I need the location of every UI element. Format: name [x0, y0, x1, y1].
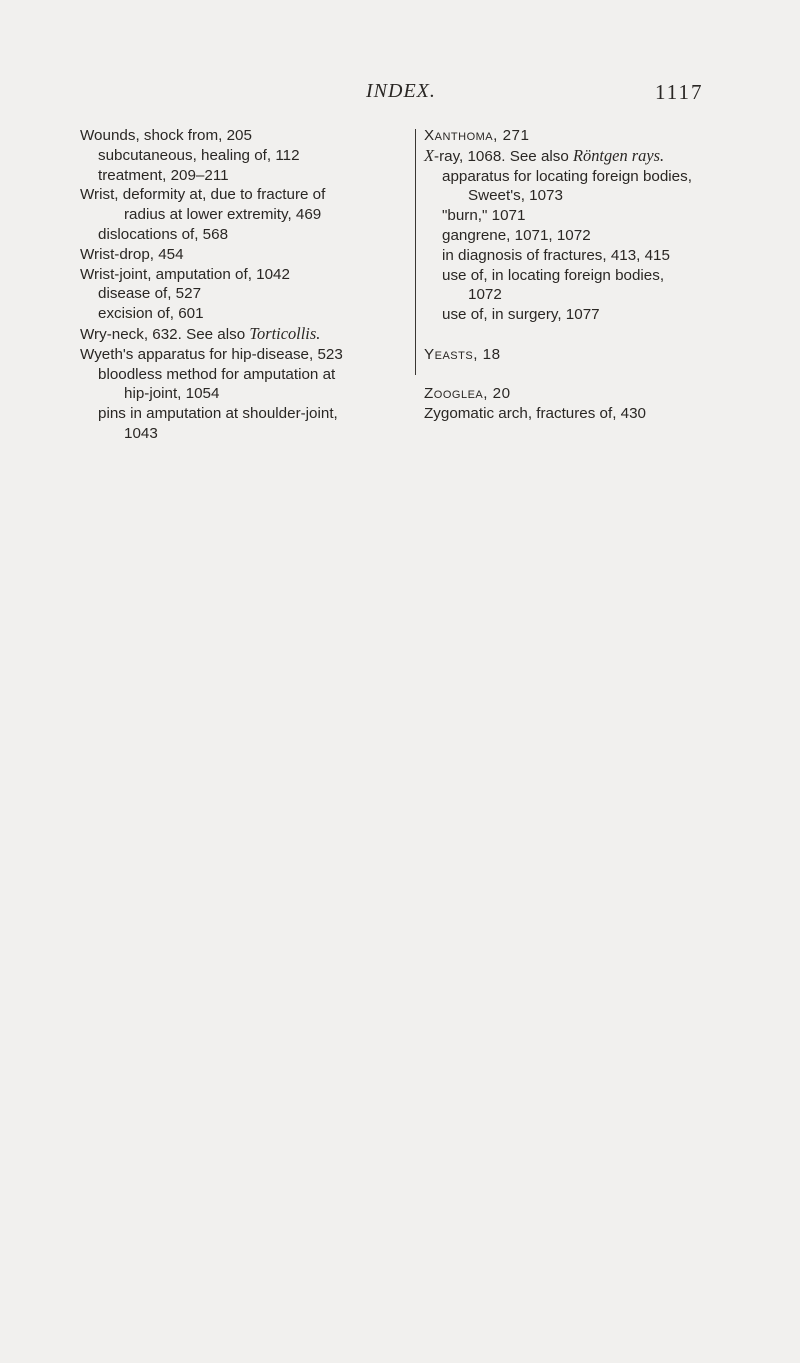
page-header [0, 78, 800, 108]
entry-text: disease of, 527 [98, 285, 202, 303]
index-subentry [80, 205, 406, 225]
entry-text: Zooglea, 20 [424, 385, 511, 403]
index-entry [424, 384, 754, 404]
index-subentry [424, 167, 754, 187]
entry-text: Wrist-drop, 454 [80, 245, 184, 263]
index-subentry [424, 246, 754, 266]
index-subentry [424, 206, 754, 226]
entry-text: 1043 [124, 424, 158, 442]
index-subentry [80, 284, 406, 304]
entry-italic-head: X [424, 145, 435, 165]
entry-text: hip-joint, 1054 [124, 385, 220, 403]
entry-text: gangrene, 1071, 1072 [442, 226, 591, 244]
index-subentry [80, 166, 406, 186]
index-subentry [80, 424, 406, 444]
entry-text: bloodless method for amputation at [98, 365, 336, 383]
index-subentry [424, 186, 754, 206]
index-entry [424, 126, 754, 146]
index-entry [80, 345, 406, 365]
entry-text: pins in amputation at shoulder-joint, [98, 405, 338, 423]
index-column-right [424, 126, 754, 424]
entry-text: apparatus for locating foreign bodies, [442, 167, 692, 185]
entry-text: Wry-neck, 632. See also [80, 325, 250, 343]
entry-text: "burn," 1071 [442, 207, 526, 225]
page-number: 1117 [655, 80, 704, 104]
entry-text: radius at lower extremity, 469 [124, 206, 322, 224]
entry-text: excision of, 601 [98, 305, 204, 323]
index-subentry [80, 404, 406, 424]
index-entry [80, 185, 406, 205]
entry-text: Wyeth's apparatus for hip-disease, 523 [80, 345, 343, 363]
entry-text: in diagnosis of fractures, 413, 415 [442, 246, 670, 264]
column-divider [415, 129, 416, 375]
index-entry [80, 126, 406, 146]
entry-cross-reference: Röntgen rays. [573, 145, 665, 165]
page-title: INDEX. [366, 80, 436, 102]
index-subentry [424, 266, 754, 286]
entry-text: Wrist, deformity at, due to fracture of [80, 186, 326, 204]
index-entry [424, 146, 754, 167]
entry-text: Sweet's, 1073 [468, 187, 563, 205]
index-column-left [80, 126, 406, 444]
entry-text: treatment, 209–211 [98, 166, 229, 184]
entry-text: use of, in surgery, 1077 [442, 306, 600, 324]
index-subentry [424, 285, 754, 305]
entry-text: dislocations of, 568 [98, 225, 229, 243]
index-subentry [80, 225, 406, 245]
index-entry [424, 345, 754, 365]
entry-text: Wrist-joint, amputation of, 1042 [80, 265, 290, 283]
entry-spacer [424, 365, 754, 385]
index-subentry [80, 304, 406, 324]
index-entry [424, 404, 754, 424]
index-subentry [80, 365, 406, 385]
entry-cross-reference: Torticollis. [249, 323, 321, 343]
index-subentry [80, 146, 406, 166]
entry-text: 1072 [468, 286, 502, 304]
index-entry [80, 324, 406, 345]
index-subentry [80, 384, 406, 404]
entry-text: use of, in locating foreign bodies, [442, 266, 665, 284]
entry-text: -ray, 1068. See also [434, 147, 574, 165]
entry-text: subcutaneous, healing of, 112 [98, 146, 300, 164]
entry-text: Zygomatic arch, fractures of, 430 [424, 405, 646, 423]
entry-text: Wounds, shock from, 205 [80, 127, 252, 144]
entry-text: Yeasts, 18 [424, 345, 501, 363]
index-entry [80, 245, 406, 265]
entry-text: Xanthoma, 271 [424, 127, 530, 144]
entry-spacer [424, 325, 754, 345]
index-entry [80, 265, 406, 285]
index-subentry [424, 305, 754, 325]
index-subentry [424, 226, 754, 246]
